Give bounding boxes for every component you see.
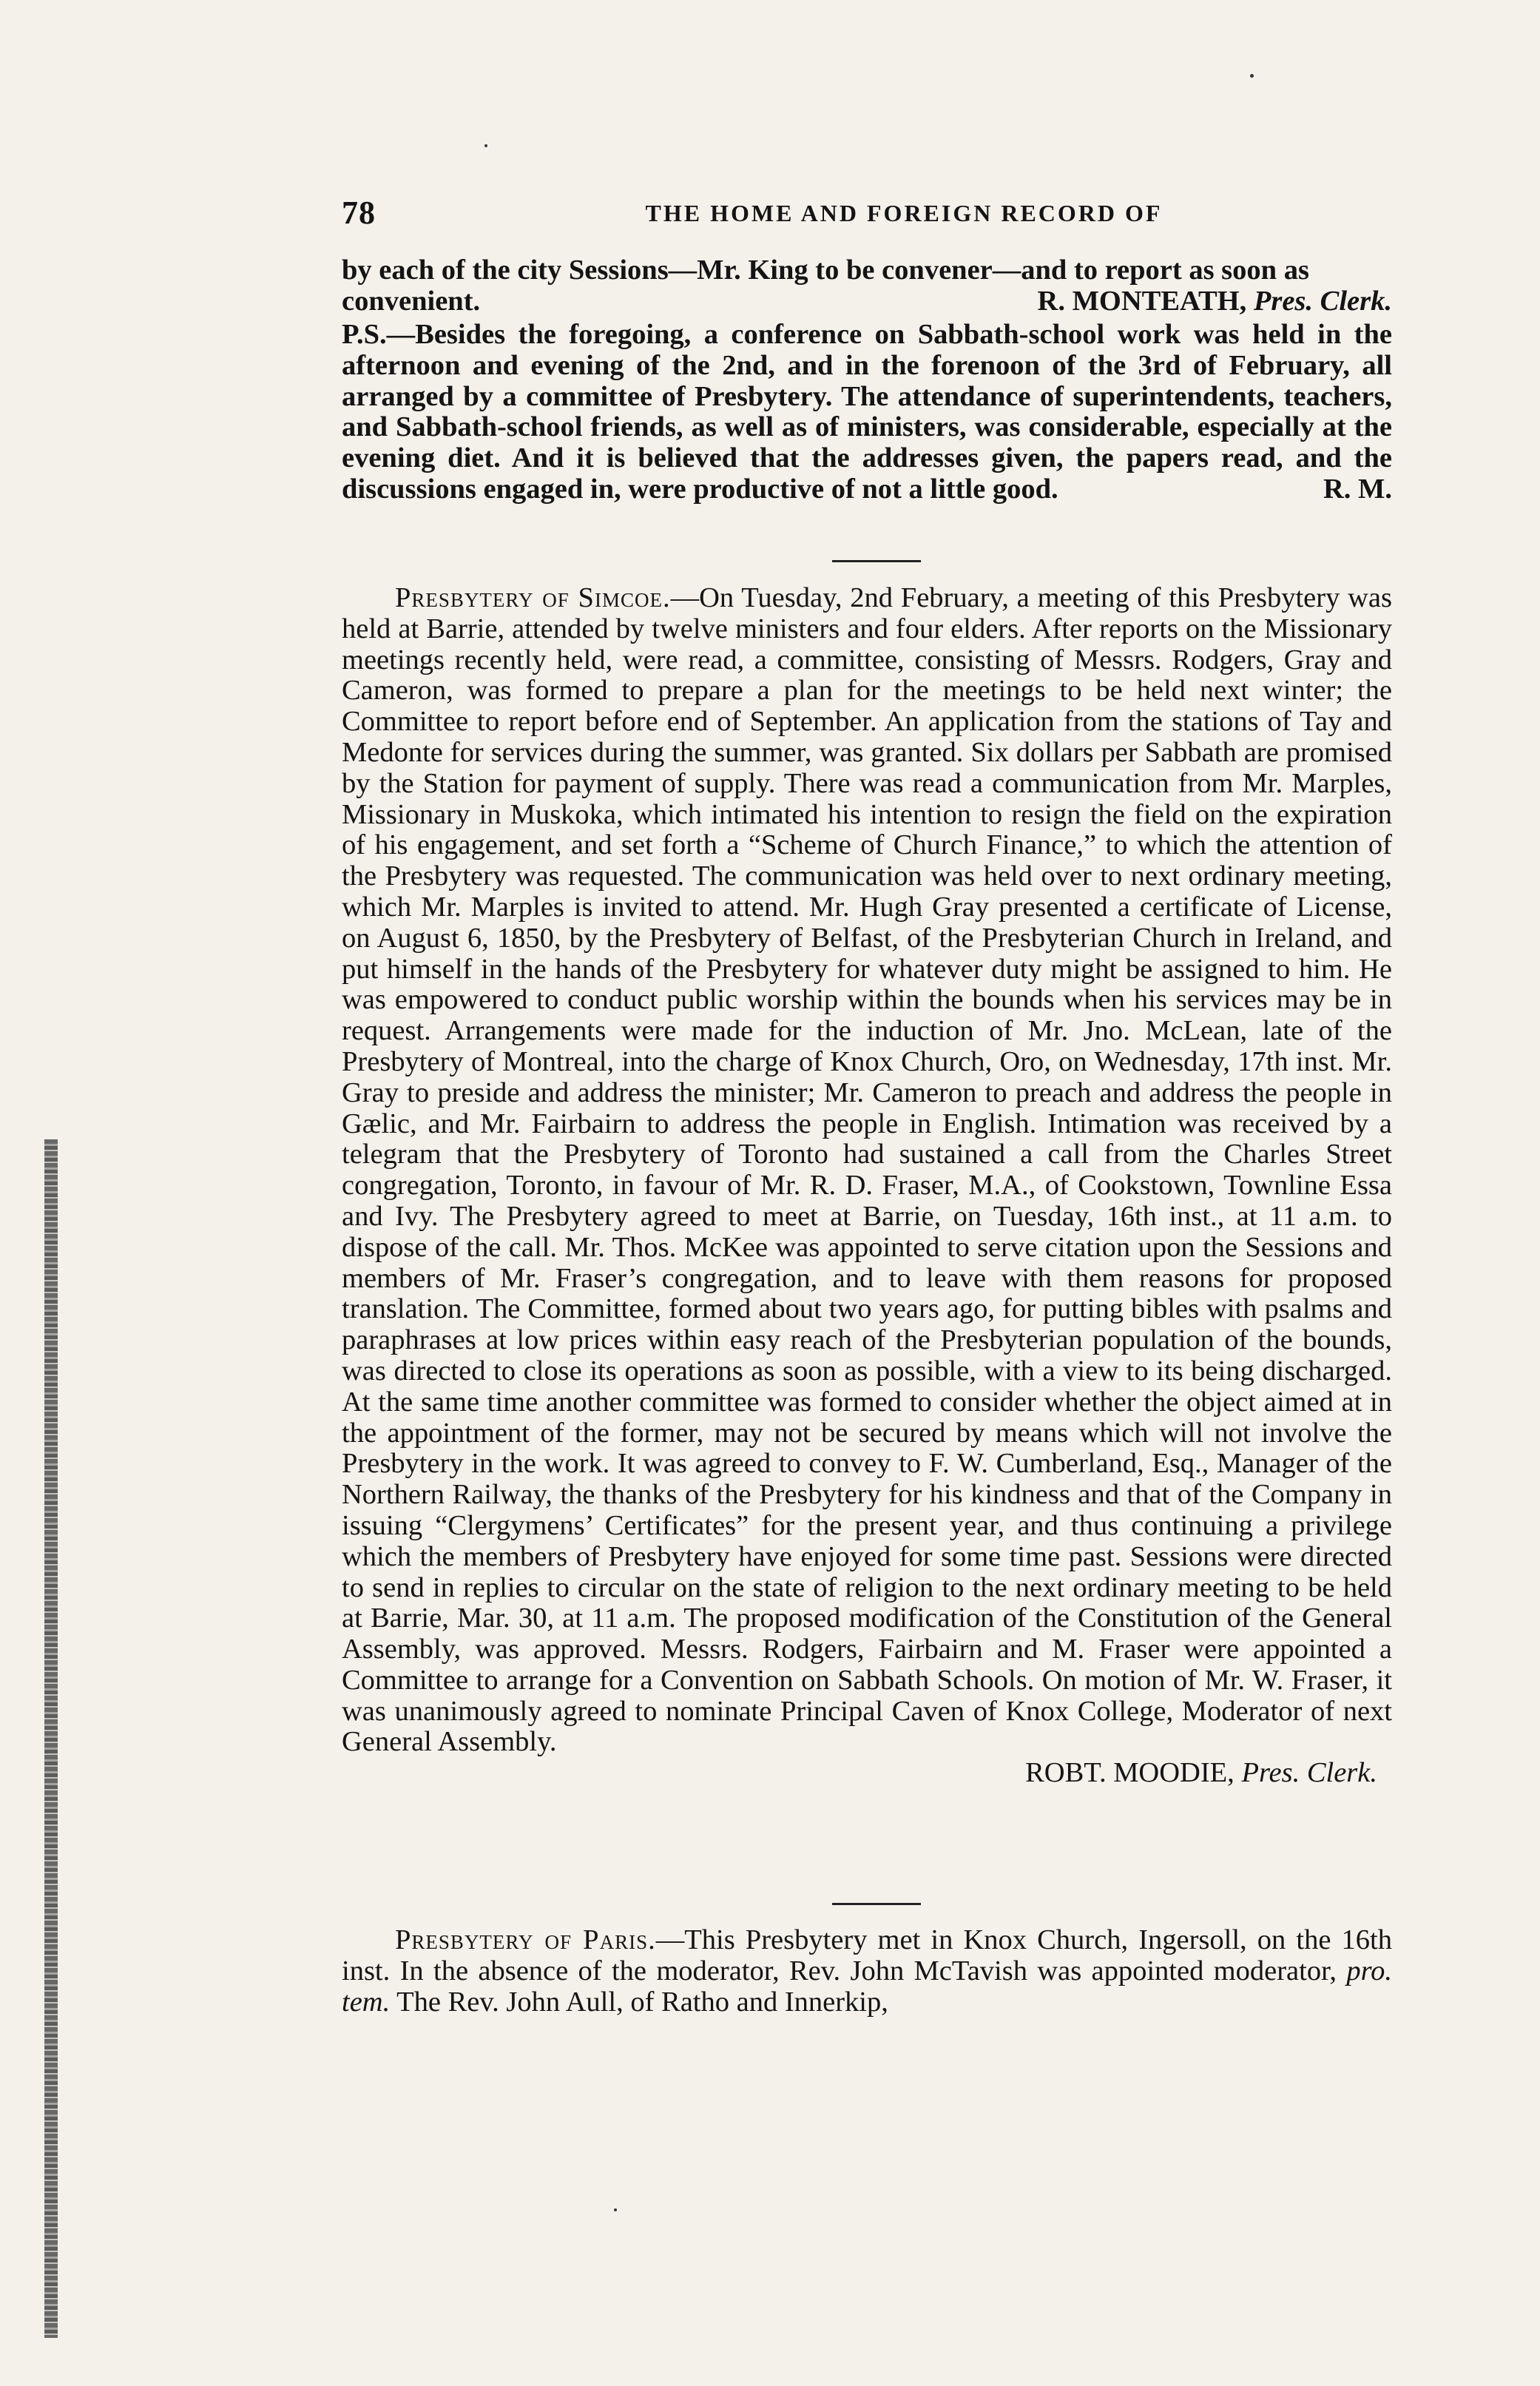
signature-role: Pres. Clerk. bbox=[1253, 285, 1392, 317]
paris-section bbox=[342, 1925, 1392, 2018]
paris-paragraph bbox=[342, 1925, 1392, 2018]
ink-speck bbox=[614, 2208, 617, 2211]
simcoe-text: —On Tuesday, 2nd February, a meeting of this Presbytery was held at Barrie, attended by twelve ministers and four elders. After reports on the Missionary meetings recently held, were read, a committee, consisting of Messrs. Rodgers, Gray and Cameron, was formed to prepare a plan for the meetings to be held next winter; the Committee to report before end of September. An application from the stations of Tay and Medonte for services during the summer, was granted. Six dollars per Sabbath are promised by the Station for payment of supply. There was read a communication from Mr. Marples, Missionary in Muskoka, which intimated his intention to resign the field on the expiration of his engagement, and set forth a “Scheme of Church Finance,” to which the attention of the Presbytery was requested. The communication was held over to next ordinary meeting, which Mr. Marples is invited to attend. Mr. Hugh Gray presented a certificate of License, on August 6, 1850, by the Presbytery of Belfast, of the Presbyterian Church in Ireland, and put himself in the hands of the Presbytery for whatever duty might be assigned to him. He was empowered to conduct public worship within the bounds when his services may be in request. Arrangements were made for the induction of Mr. Jno. McLean, late of the Presbytery of Montreal, into the charge of Knox Church, Oro, on Wednesday, 17th inst. Mr. Gray to preside and address the minister; Mr. Cameron to preach and address the people in Gælic, and Mr. Fairbairn to address the people in English. Intimation was received by a telegram that the Presbytery of Toronto had sustained a call from the Charles Street congregation, Toronto, in favour of Mr. R. D. Fraser, M.A., of Cookstown, Townline Essa and Ivy. The Presbytery agreed to meet at Barrie, on Tuesday, 16th inst., at 11 a.m. to dispose of the call. Mr. Thos. McKee was appointed to serve citation upon the Sessions and members of Mr. Fraser’s congregation, and to leave with them reasons for proposed translation. The Committee, formed about two years ago, for putting bibles with psalms and paraphrases at low prices within easy reach of the Presbyterian population of the bounds, was directed to close its operations as soon as possible, with a view to its being discharged. At the same time another committee was formed to consider whether the object aimed at in the appointment of the former, may not be secured by means which will not involve the Presbytery in the work. It was agreed to convey to F. W. Cumberland, Esq., Manager of the Northern Railway, the thanks of the Presbytery for his kindness and that of the Company in issuing “Clergymens’ Certificates” for the present year, and thus continuing a privilege which the members of Presbytery have enjoyed for some time past. Sessions were directed to send in replies to circular on the state of religion to the next ordinary meeting to be held at Barrie, Mar. 30, at 11 a.m. The proposed modification of the Constitution of the General Assembly, was approved. Messrs. Rodgers, Fairbairn and M. Fraser were appointed a Committee to arrange for a Convention on Sabbath Schools. On motion of Mr. W. Fraser, it was unanimously agreed to nominate Principal Caven of Knox College, Moderator of next General Assembly. bbox=[342, 582, 1392, 1758]
section-divider bbox=[832, 1903, 921, 1905]
ink-speck bbox=[1250, 74, 1254, 78]
running-title: THE HOME AND FOREIGN RECORD OF bbox=[645, 200, 1163, 226]
monteath-signature bbox=[342, 286, 1392, 317]
signature-name: ROBT. MOODIE, bbox=[1025, 1757, 1235, 1789]
postscript-block bbox=[342, 320, 1392, 505]
continuation-block bbox=[342, 255, 1392, 317]
running-header bbox=[342, 194, 1392, 238]
simcoe-paragraph bbox=[342, 583, 1392, 1758]
paris-italic: pro. tem. bbox=[342, 1955, 1392, 2018]
moodie-signature bbox=[342, 1758, 1392, 1789]
paris-text: —This Presbytery met in Knox Church, Ingersoll, on the 16th inst. In the absence of the moderator, Rev. John McTavish was appointed moderator, bbox=[342, 1924, 1392, 1986]
paris-heading: Presbytery of Paris. bbox=[395, 1924, 656, 1955]
ink-speck bbox=[484, 144, 487, 147]
simcoe-section bbox=[342, 583, 1392, 1789]
postscript-paragraph: P.S.—Besides the foregoing, a conference on Sabbath-school work was held in the afternoon and evening of the 2nd, and in the forenoon of the 3rd of February, all arranged by a committee of Presbytery. The attendance of superintendents, teachers, and Sabbath-school friends, as well as of ministers, was considerable, especially at the evening diet. And it is believed that the addresses given, the papers read, and the discussions engaged in, were productive of not a little good. bbox=[342, 319, 1392, 505]
binding-edge bbox=[44, 1139, 58, 2338]
paris-text-after: The Rev. John Aull, of Ratho and Innerkip, bbox=[390, 1986, 888, 2018]
continuation-paragraph: by each of the city Sessions—Mr. King to be convener—and to report as soon as convenient. bbox=[342, 255, 1309, 317]
page-number: 78 bbox=[342, 195, 376, 231]
section-divider bbox=[832, 560, 921, 562]
signature-role: Pres. Clerk. bbox=[1241, 1757, 1377, 1789]
signature-name: R. MONTEATH, bbox=[1037, 285, 1247, 317]
postscript-initials: R. M. bbox=[1323, 473, 1392, 505]
simcoe-heading: Presbytery of Simcoe. bbox=[395, 582, 671, 613]
